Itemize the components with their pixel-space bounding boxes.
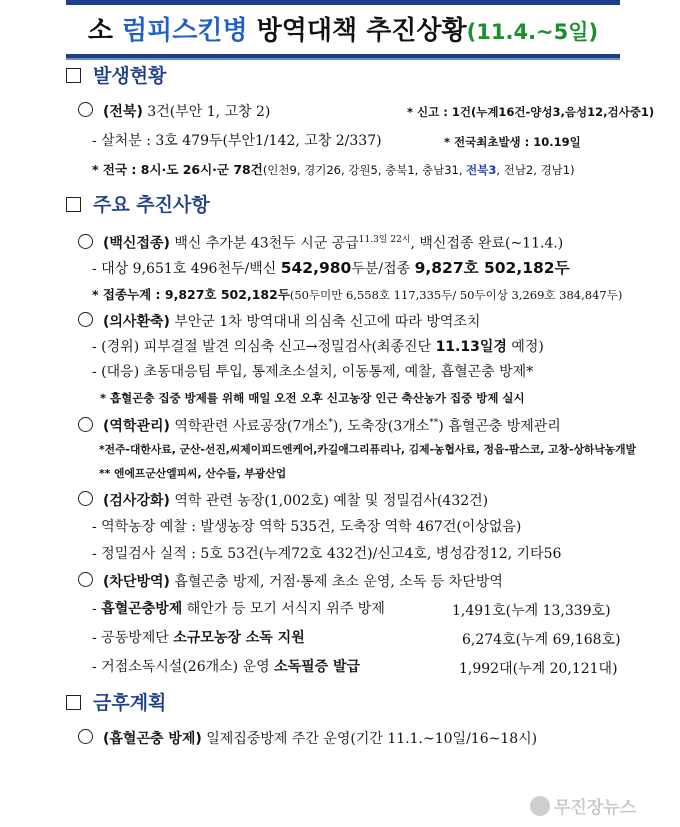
title-top-rule xyxy=(66,0,620,5)
insect-control-note: * 흡혈곤충 집중 방제를 위해 매일 오전 오후 신고농장 인근 축산농가 집중 방제 실시 xyxy=(100,391,525,405)
watermark-logo-icon xyxy=(530,796,550,816)
page-title: 소 럼피스킨병 방역대책 추진상황(11.4.~5일) xyxy=(87,16,599,46)
checkbox-square-icon xyxy=(66,197,81,212)
vaccine-target: - 대상 9,651호 496천두/백신 542,980두분/접종 9,827호 502,182두 xyxy=(92,259,570,277)
circle-bullet-icon xyxy=(78,102,93,117)
disinfection-count: 1,992대(누계 20,121대) xyxy=(459,661,618,677)
inspection-survey: - 역학농장 예찰 : 발생농장 역학 535건, 도축장 역학 467건(이상없음) xyxy=(92,519,522,535)
disinfection-sites: - 거점소독시설(26개소) 운영 소독필증 발급 xyxy=(92,659,361,675)
vaccine-cumulative: * 접종누계 : 9,827호 502,182두(50두미만 6,558호 117,335두/ 50두이상 3,269호 384,847두) xyxy=(92,287,623,302)
section-heading-actions: 주요 추진사항 xyxy=(66,196,210,214)
slaughterhouses-note: ** 엔에프군산엘피씨, 산수들, 부광산업 xyxy=(99,467,287,480)
culling-line: - 살처분 : 3호 479두(부안1/142, 고창 2/337) xyxy=(92,133,382,149)
suspect-response: - (대응) 초동대응팀 투입, 통제초소설치, 이동통제, 예찰, 흡혈곤충 방제* xyxy=(92,364,534,380)
title-period: (11.4.~5일) xyxy=(466,20,599,44)
national-status: * 전국 : 8시·도 26시·군 78건(인천9, 경기26, 강원5, 충북1, 충남31, 전북3, 전남2, 경남1) xyxy=(92,162,575,177)
inspection-line: (검사강화) 역학 관련 농장(1,002호) 예찰 및 정밀검사(432건) xyxy=(78,491,488,510)
title-highlight: 럼피스킨병 xyxy=(122,16,248,46)
status-jeonbuk: (전북) 3건(부안 1, 고창 2) xyxy=(78,102,270,121)
insect-spraying-count: 1,491호(누계 13,339호) xyxy=(452,603,611,619)
vaccine-line: (백신접종) 백신 추가분 43천두 시군 공급$^{11.3일 22시}$, 백신접종 완료(~11.4.) xyxy=(78,231,563,253)
circle-bullet-icon xyxy=(78,572,93,587)
epi-line: (역학관리) 역학관련 사료공장(7개소*), 도축장(3개소**) 흡혈곤충 방제관리 xyxy=(78,414,561,436)
circle-bullet-icon xyxy=(78,491,93,506)
circle-bullet-icon xyxy=(78,234,93,249)
suspect-line: (의사환축) 부안군 1차 방역대내 의심축 신고에 따라 방역조치 xyxy=(78,312,480,331)
circle-bullet-icon xyxy=(78,312,93,327)
report-note: * 신고 : 1건(누계16건-양성3,음성12,검사중1) xyxy=(407,105,655,119)
watermark: 무진장뉴스 xyxy=(530,793,636,818)
blocking-line: (차단방역) 흡혈곤충 방제, 거점·통제 초소 운영, 소독 등 차단방역 xyxy=(78,572,503,591)
first-outbreak-note: * 전국최초발생 : 10.19일 xyxy=(444,135,581,149)
title-bar xyxy=(66,0,620,58)
joint-control: - 공동방제단 소규모농장 소독 지원 xyxy=(92,630,305,646)
joint-control-count: 6,274호(누계 69,168호) xyxy=(462,632,621,648)
section-heading-status: 발생현황 xyxy=(66,67,166,85)
plan-line: (흡혈곤충 방제) 일제집중방제 주간 운영(기간 11.1.~10일/16~18시) xyxy=(78,729,537,748)
suspect-details: - (경위) 피부결절 발견 의심축 신고→정밀검사(최종진단 11.13일경 예정) xyxy=(92,339,544,355)
checkbox-square-icon xyxy=(66,695,81,710)
circle-bullet-icon xyxy=(78,417,93,432)
section-heading-plans: 금후계획 xyxy=(66,694,166,712)
insect-spraying: - 흡혈곤충방제 해안가 등 모기 서식지 위주 방제 xyxy=(92,601,385,617)
circle-bullet-icon xyxy=(78,729,93,744)
feed-plants-note: *전주-대한사료, 군산-선진,씨제이피드엔케어,카길애그리퓨리나, 김제-농협사료, 정읍-팜스코, 고창-상하낙농개발 xyxy=(99,443,637,456)
inspection-results: - 정밀검사 실적 : 5호 53건(누계72호 432건)/신고4호, 병성감정12, 기타56 xyxy=(92,546,562,562)
checkbox-square-icon xyxy=(66,68,81,83)
